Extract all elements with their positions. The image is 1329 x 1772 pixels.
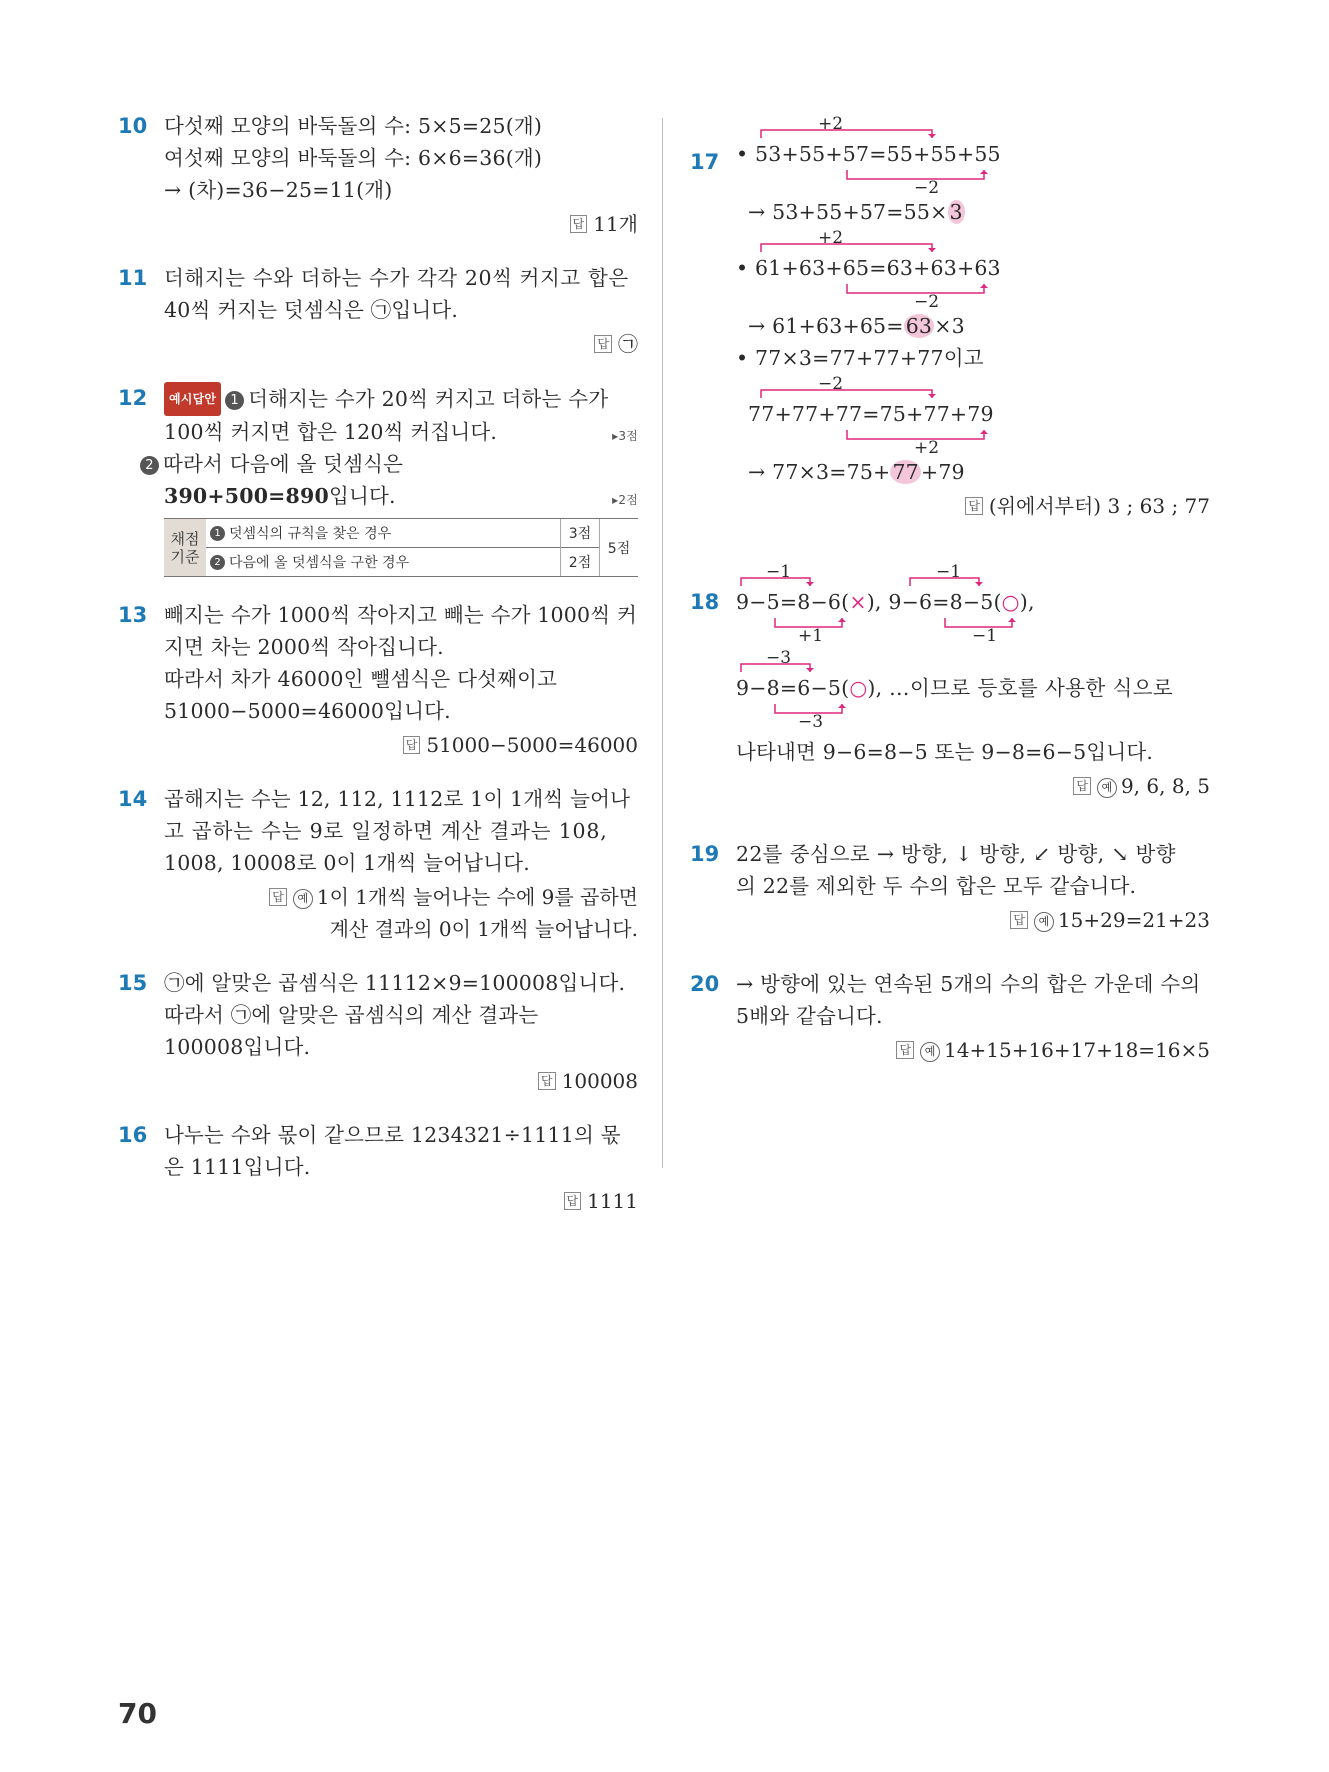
answer [164,729,638,761]
criterion: 다음에 올 덧셈식을 구한 경우 [229,555,410,571]
solution-line: 나타내면 9−6=8−5 또는 9−8=6−5입니다. [736,740,1154,764]
solution-line: 따라서 차가 46000인 뺄셈식은 다섯째이고 [164,667,558,691]
answer [736,490,1210,522]
bracket-arrow-top [740,662,820,672]
arrow-label-bottom: −2 [914,178,940,198]
bracket-arrow-bottom [846,170,1046,182]
solution-line: 따라서 ㉠에 알맞은 곱셈식의 계산 결과는 [164,1003,539,1027]
solution-line: 빼지는 수가 1000씩 작아지고 빼는 수가 1000씩 커 [164,603,638,627]
bracket-arrow-top [760,388,960,398]
solution-line: 더해지는 수와 더하는 수가 각각 20씩 커지고 합은 [164,266,629,290]
equation-line: 9−8=6−5(○), …이므로 등호를 사용한 식으로 [736,676,1174,700]
solution-line: 의 22를 제외한 두 수의 합은 모두 같습니다. [736,874,1137,898]
equation-diagram-3 [736,374,1210,456]
solution-line: ㉠에 알맞은 곱셈식은 11112×9=100008입니다. [164,971,626,995]
bracket-arrow-bottom [846,430,1046,442]
criterion: 덧셈식의 규칙을 찾은 경우 [229,526,392,542]
arrow-label-bottom: −2 [914,292,940,312]
problem-number: 13 [118,603,148,627]
answer [736,904,1210,936]
arrow-row-top [736,562,1210,586]
solution-line: 1008, 10008로 0이 1개씩 늘어납니다. [164,851,530,875]
answer-badge: 답 [269,888,287,906]
answer-value: 11개 [593,212,638,236]
solution-line: 100씩 커지면 합은 120씩 커집니다. [164,420,498,444]
solution-line: 22를 중심으로 → 방향, ↓ 방향, ↙ 방향, ↘ 방향 [736,842,1176,866]
example-badge: 예 [1034,912,1054,932]
equation-line: • 53+55+57=55+55+55 [736,142,1001,166]
arrow-row-bottom [736,704,1210,730]
arrow-label-top: +2 [818,114,844,134]
arrow-label-top: +2 [818,228,844,248]
problem-number: 12 [118,386,148,410]
example-badge: 예 [293,889,313,909]
mark-o: ○ [849,676,868,700]
column-divider [662,118,663,1168]
bracket-arrow-top [760,242,960,252]
grading-table [164,518,638,577]
mark-o: ○ [1001,590,1020,614]
answer-value: 1이 1개씩 늘어나는 수에 9를 곱하면 [316,885,638,909]
solution-line: …이므로 등호를 사용한 식으로 [889,676,1174,700]
problem-number: 10 [118,114,148,138]
problem-16 [118,1119,638,1217]
step-1-icon: 1 [225,391,244,410]
answer-badge: 답 [570,215,588,233]
arrow-label-top: −2 [818,374,844,394]
problem-10 [118,110,638,240]
bracket-arrow-top [760,128,960,138]
grading-label: 채점 기준 [164,519,206,577]
result-line: → 61+63+65=63×3 [748,314,965,338]
problem-number: 15 [118,971,148,995]
answer-value: 51000−5000=46000 [426,733,638,757]
answer-value: ㉠ [618,332,638,356]
answer-value: (위에서부터) 3 ; 63 ; 77 [988,494,1210,518]
answer [164,881,638,913]
problem-number: 19 [690,842,720,866]
highlighted-value: 63 [905,314,933,338]
arrow-row-top [736,648,1210,672]
arrow-row-bottom [736,618,1210,644]
answer [164,1065,638,1097]
arrow-label-bottom: +1 [798,626,824,646]
equation-line: • 61+63+65=63+63+63 [736,256,1001,280]
answer-badge: 답 [1010,911,1028,929]
example-badge: 예 [1097,778,1117,798]
solution-line: 은 1111입니다. [164,1155,311,1179]
step-2-icon: 2 [140,456,159,475]
problem-number: 20 [690,972,720,996]
problem-number: 14 [118,787,148,811]
problem-number: 18 [690,590,720,614]
example-badge: 예 [920,1042,940,1062]
problem-11 [118,262,638,360]
solution-line: 40씩 커지는 덧셈식은 ㉠입니다. [164,298,459,322]
answer-value: 9, 6, 8, 5 [1120,774,1210,798]
answer [164,208,638,240]
criterion-1-icon: 1 [210,526,225,541]
answer-badge: 답 [896,1041,914,1059]
total-score: 5점 [600,519,639,577]
answer-badge: 답 [403,736,421,754]
highlighted-value: 77 [892,460,919,484]
problem-12 [118,382,638,577]
arrow-label-bottom: −1 [972,626,998,646]
bracket-arrow-top [740,576,820,586]
points: ▸2점 [612,493,638,507]
answer [164,1185,638,1217]
equation-diagram-2 [736,228,1210,310]
arrow-label-top: −1 [936,562,962,582]
arrow-label-bottom: +2 [914,438,940,458]
arrow-label-top: −1 [766,562,792,582]
problem-number: 11 [118,266,148,290]
answer-badge: 답 [1073,777,1091,795]
solution-line: 51000−5000=46000입니다. [164,699,451,723]
bracket-arrow-top [909,576,989,586]
page-number: 70 [118,1697,157,1730]
solution-line: 5배와 같습니다. [736,1004,883,1028]
problem-20 [690,968,1210,1066]
problem-14 [118,783,638,945]
solution-line: 나누는 수와 몫이 같으므로 1234321÷1111의 몫 [164,1123,621,1147]
problem-17 [690,112,1210,522]
equation-bold: 390+500=890 [164,484,329,508]
solution-line: 다섯째 모양의 바둑돌의 수: 5×5=25(개) [164,114,543,138]
criterion-2-icon: 2 [210,555,225,570]
answer [736,1034,1210,1066]
bracket-arrow-bottom [846,284,1046,296]
solution-line: → (차)=36−25=11(개) [164,178,393,202]
solution-line: 고 곱하는 수는 9로 일정하면 계산 결과는 108, [164,819,608,843]
arrow-label-top: −3 [766,648,792,668]
problem-number: 17 [690,150,720,174]
solution-line: 더해지는 수가 20씩 커지고 더하는 수가 [248,387,609,411]
answer-badge: 답 [594,335,612,353]
equation-line: 77+77+77=75+77+79 [748,402,994,426]
criterion-score: 3점 [561,519,600,548]
criterion-score: 2점 [561,548,600,577]
solution-line: 곱해지는 수는 12, 112, 1112로 1이 1개씩 늘어나 [164,787,631,811]
solution-line: 입니다. [328,484,396,508]
problem-15 [118,967,638,1097]
equation-line: • 77×3=77+77+77이고 [736,346,984,370]
answer-badge: 답 [538,1072,556,1090]
answer-value: 14+15+16+17+18=16×5 [944,1038,1210,1062]
highlighted-value: 3 [949,200,963,224]
result-line: → 53+55+57=55×3 [748,200,963,224]
example-answer-tag: 예시답안 [164,382,221,416]
problem-19 [690,838,1210,936]
solution-line: → 방향에 있는 연속된 5개의 수의 합은 가운데 수의 [736,972,1201,996]
result-line: → 77×3=75+77+79 [748,460,965,484]
solution-line: 여섯째 모양의 바둑돌의 수: 6×6=36(개) [164,146,543,170]
mark-x: × [849,590,867,614]
solution-line: 따라서 다음에 올 덧셈식은 [163,452,404,476]
left-column [118,110,638,1239]
arrow-label-bottom: −3 [798,712,824,732]
equation-line: 9−5=8−6(×), 9−6=8−5(○), [736,590,1035,614]
answer-badge: 답 [965,497,983,515]
answer-cont: 계산 결과의 0이 1개씩 늘어납니다. [329,917,638,941]
answer-value: 100008 [561,1069,638,1093]
solution-line: 지면 차는 2000씩 작아집니다. [164,635,444,659]
problem-number: 16 [118,1123,148,1147]
problem-13 [118,599,638,761]
right-column [690,112,1210,1088]
equation-diagram-1 [736,112,1210,196]
answer [736,770,1210,802]
answer-value: 1111 [587,1189,638,1213]
points: ▸3점 [612,429,638,443]
answer-badge: 답 [564,1192,582,1210]
solution-line: 100008입니다. [164,1035,311,1059]
answer [164,328,638,360]
problem-18 [690,562,1210,802]
answer-value: 15+29=21+23 [1057,908,1210,932]
